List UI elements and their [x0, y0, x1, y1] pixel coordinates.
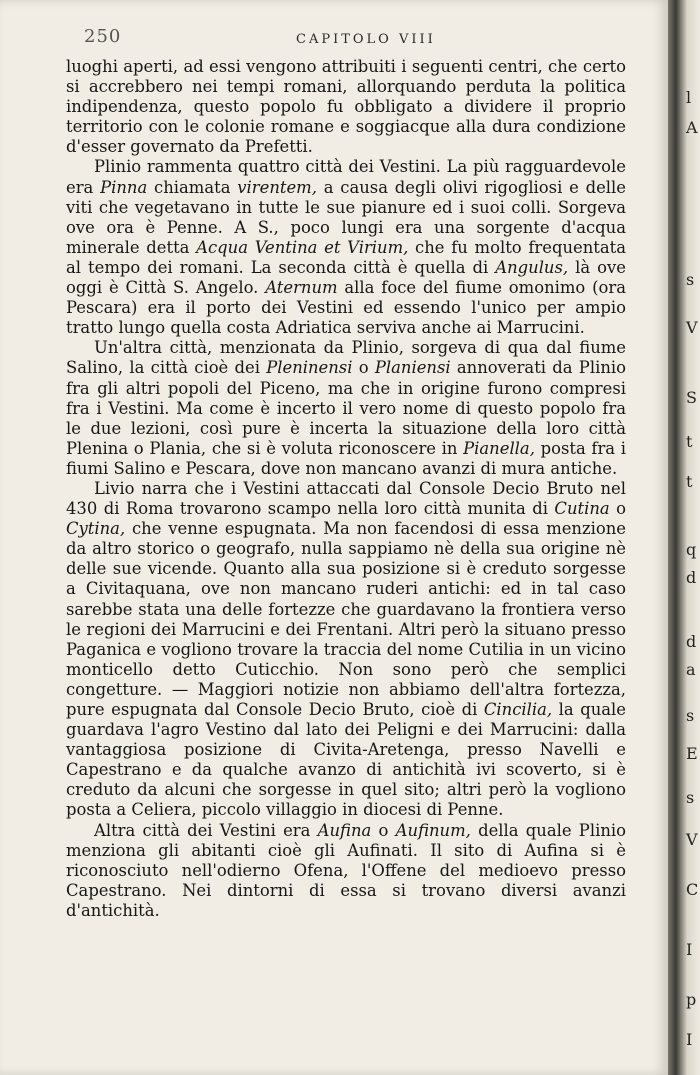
facing-page-letter: S [686, 388, 697, 407]
facing-page-letter: d [686, 568, 697, 587]
text-run: Livio narra che i Vestini attaccati dal Console Decio Bruto nel 430 di Roma trovarono scampo nella loro città munita di [66, 478, 626, 519]
facing-page-letter: p [686, 990, 697, 1009]
facing-page-letter: t [686, 472, 693, 491]
text-run: là ove oggi è Città S. Angelo. [66, 257, 626, 298]
text-run: che fu molto frequentata al tempo dei romani. La seconda città è quella di [66, 237, 626, 277]
text-run: la quale guardava l'agro Vestino dal lato dei Peligni e dei Marrucini: dalla vantaggiosa posizione di Civita-Aretenga, presso Navelli e Capestrano e da qualche avanzo di antichità ivi scoverto, si è creduto da alcuni che sorgesse in quel sito; altri però la vogliono posta a Celiera, piccolo villaggio in diocesi di Penne. [66, 700, 626, 820]
facing-page-letter: q [686, 540, 697, 559]
facing-page-letter: l [686, 88, 692, 107]
italic-term: Pleninensi [266, 358, 353, 378]
facing-page-letter: C [686, 880, 699, 899]
text-run: della quale Plinio menziona gli abitanti cioè gli Aufinati. Il sito di Aufina si è riconosciuto nell'odierno Ofena, l'Offene del medioevo presso Capestrano. Nei dintorni di essa si trovano diversi avanzi d'antichità. [66, 820, 626, 920]
text-run: posta fra i fiumi Salino e Pescara, dove non mancano avanzi di mura antiche. [66, 438, 626, 478]
text-run: che venne espugnata. Ma non facendosi di essa menzione da altro storico o geografo, nulla sappiamo nè della sua origine nè delle sue vicende. Quanto alla sua posizione si è creduto sorgesse a Civitaquana, ove non mancano ruderi antichi: ed in tal caso sarebbe stata una delle fortezze che guardavano la frontiera verso le regioni dei Marrucini e dei Frentani. Altri però la situano presso Paganica e vogliono trovare la traccia del nome Cutilia in un vicino monticello detto Cuticchio. Non sono però che semplici congetture. — Maggiori notizie non abbiamo dell'altra fortezza, pure espugnata dal Console Decio Bruto, cioè di [66, 519, 626, 719]
text-run: luoghi aperti, ad essi vengono attribuiti i seguenti centri, che certo si accrebbero nei tempi romani, allorquando perduta la politica indipendenza, questo popolo fu obbligato a dividere il proprio territorio con le colonie romane e soggiacque alla dura condizione d'esser governato da Prefetti. [66, 57, 626, 157]
paragraph-4 [66, 479, 626, 821]
text-run: Altra città dei Vestini era [94, 820, 318, 840]
facing-page-letter: s [686, 270, 695, 289]
page-header [84, 26, 624, 50]
facing-page-letter: a [686, 660, 696, 679]
text-run: chiamata [147, 177, 238, 197]
paragraph-1 [66, 57, 626, 157]
facing-page-letter: A [686, 118, 698, 137]
text-run: o [352, 358, 375, 378]
facing-page-letter: E [686, 744, 698, 763]
italic-term: Cutina [554, 499, 610, 519]
facing-page-letter: V [686, 318, 698, 337]
paragraph-2 [66, 157, 626, 338]
facing-page-letter: t [686, 432, 693, 451]
text-run: o [609, 499, 627, 519]
text-run: alla foce del fiume omonimo (ora Pescara) era il porto dei Vestini ed essendo l'unico per ampio tratto lungo quella costa Adriatica serviva anche ai Marrucini. [66, 278, 627, 338]
facing-page-letter: s [686, 706, 695, 725]
italic-term: Angulus, [495, 257, 569, 277]
running-head: CAPITOLO VIII [296, 32, 436, 47]
facing-page-letter: d [686, 632, 697, 651]
facing-page-edge [684, 0, 700, 1075]
italic-term: Aternum [265, 278, 338, 298]
text-run: annoverati da Plinio fra gli altri popoli del Piceno, ma che in origine furono compresi fra i Vestini. Ma come è incerto il vero nome di questo popolo fra le due lezioni, così pure è incerta la situazione della loro città Plenina o Plania, che si è voluta riconoscere in [66, 358, 626, 458]
italic-term: Acqua Ventina et Virium, [196, 237, 409, 257]
italic-term: Aufinum, [395, 820, 471, 840]
body-text [66, 57, 626, 921]
facing-page-letter: V [686, 830, 698, 849]
italic-term: Aufina [317, 820, 372, 840]
facing-page-letter: I [686, 1030, 693, 1049]
paragraph-5 [66, 821, 626, 921]
paragraph-3 [66, 338, 626, 479]
text-run: a causa degli olivi rigogliosi e delle viti che vegetavano in tutte le sue pianure ed i suoi colli. Sorgeva ove ora è Penne. A S., poco lungi era una sorgente d'acqua minerale detta [66, 177, 626, 257]
italic-term: Cytina, [66, 519, 126, 539]
text-run: Un'altra città, menzionata da Plinio, sorgeva di qua dal fiume Salino, la città cioè dei [66, 338, 626, 378]
italic-term: virentem, [237, 177, 317, 197]
facing-page-letter: s [686, 788, 695, 807]
text-run: Plinio rammenta quattro città dei Vestini. La più ragguardevole era [66, 157, 626, 197]
italic-term: Pianella, [463, 438, 535, 458]
page-number: 250 [84, 26, 122, 47]
facing-page-letter: I [686, 940, 693, 959]
italic-term: Cincilia, [483, 700, 553, 719]
italic-term: Planiensi [374, 358, 451, 378]
text-run: o [371, 820, 396, 840]
italic-term: Pinna [100, 177, 148, 197]
